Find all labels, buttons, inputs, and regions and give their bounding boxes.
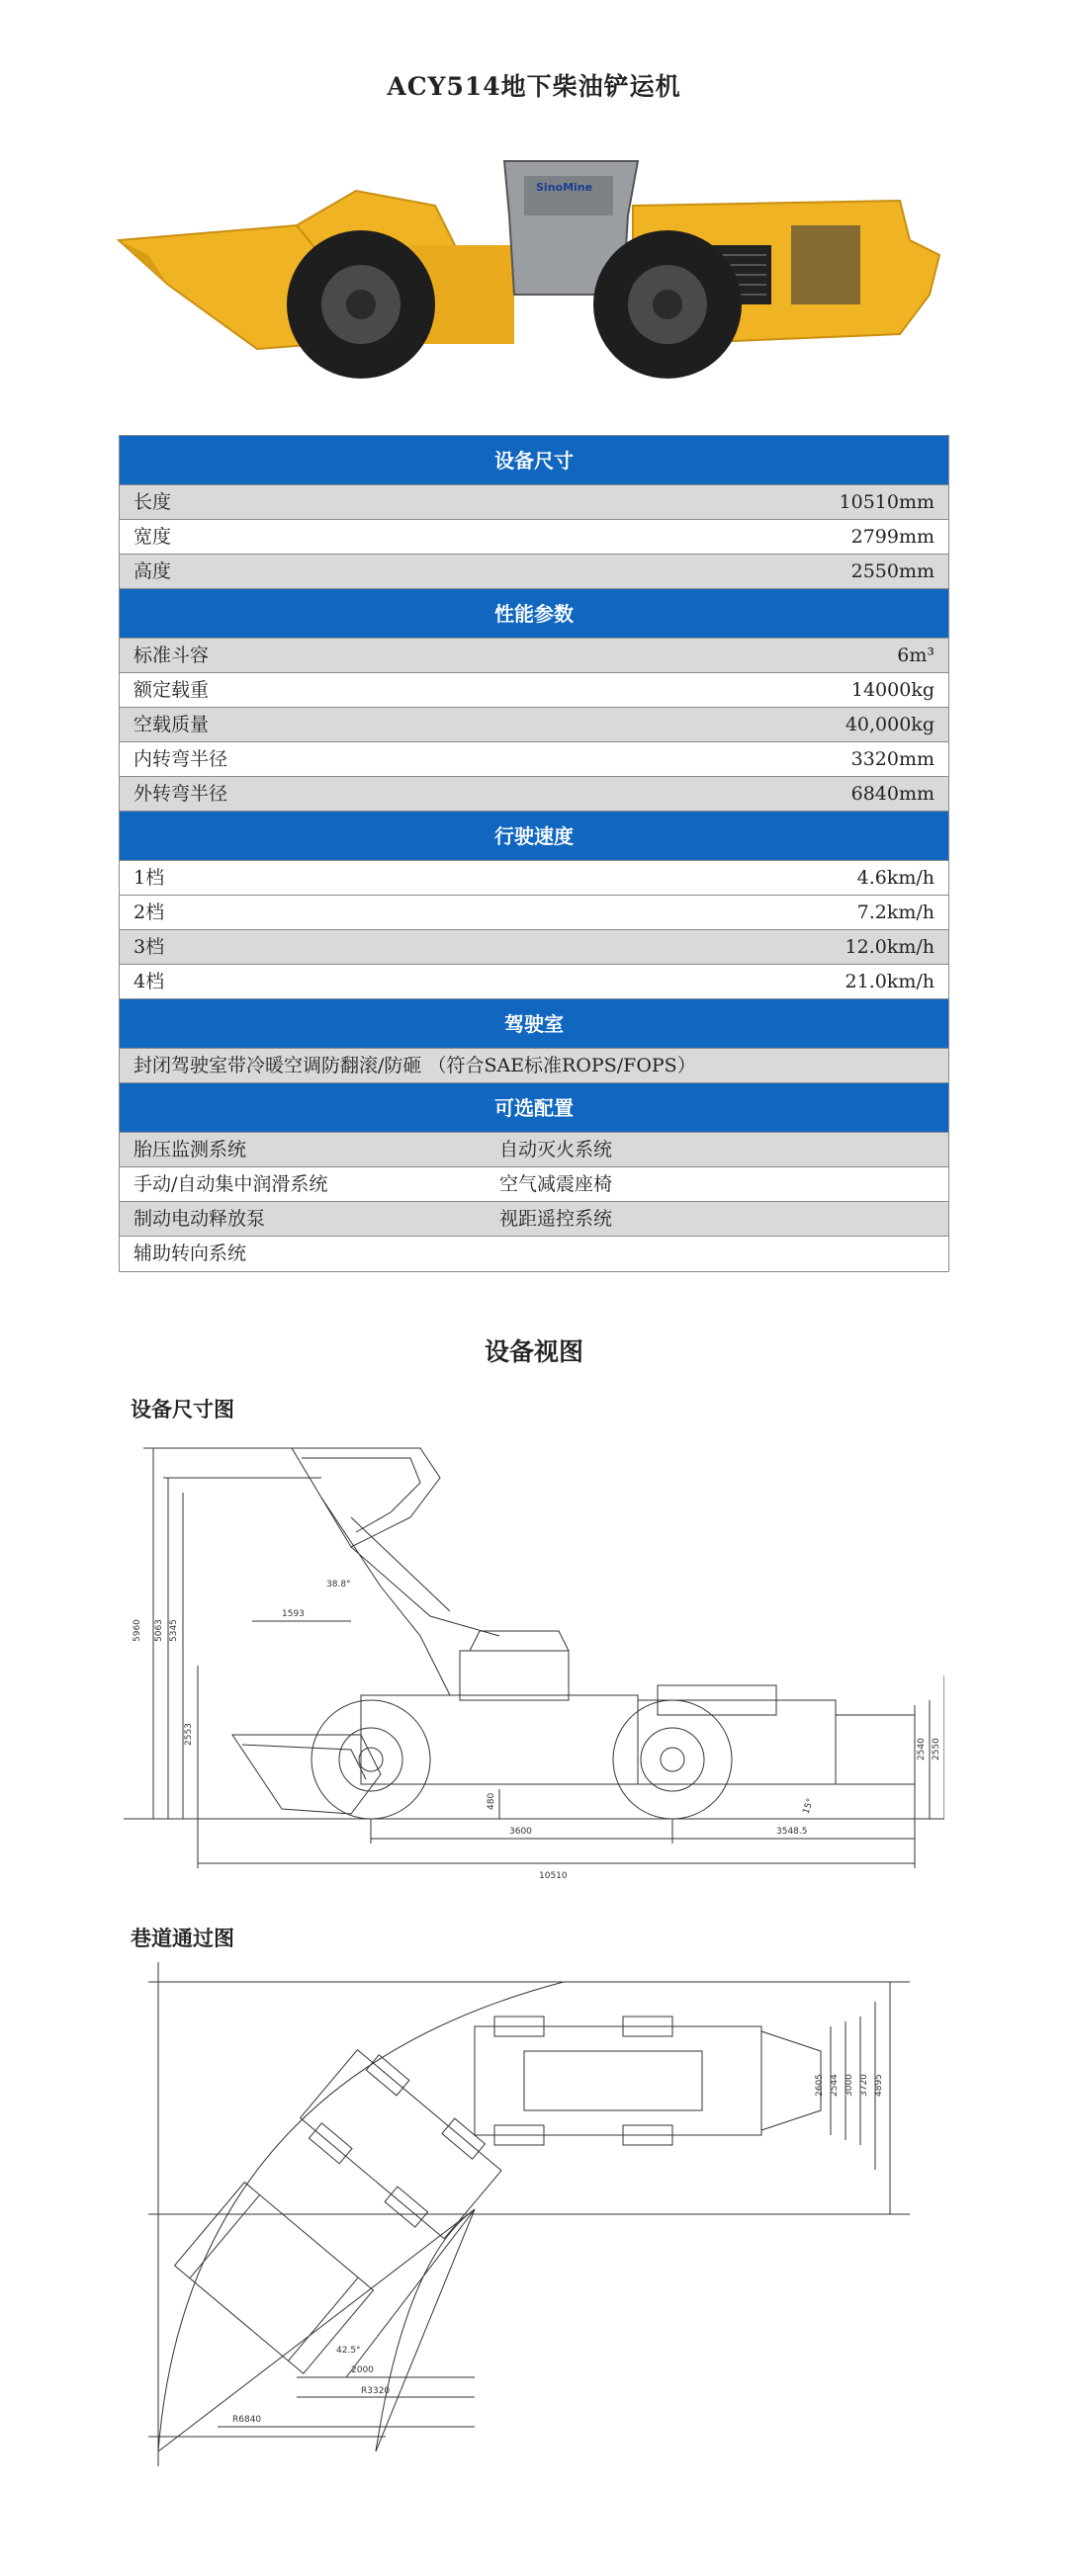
tunnel-w1: 2605: [815, 2074, 825, 2097]
section-header-options: 可选配置: [120, 1083, 948, 1133]
loader-photo: [109, 146, 959, 388]
front-wheel: [287, 230, 435, 379]
section-header-speed: 行驶速度: [120, 812, 948, 861]
spec-row: 1档 4.6km/h: [120, 861, 948, 896]
dim-rear: 3548.5: [776, 1827, 808, 1837]
dim-deg: 15°: [801, 1797, 817, 1816]
dim-wheelbase: 3600: [509, 1827, 532, 1837]
tunnel-angle: 42.5°: [336, 2346, 361, 2356]
tunnel-w5: 4895: [874, 2074, 884, 2097]
cab-description: 封闭驾驶室带冷暖空调防翻滚/防砸 （符合SAE标准ROPS/FOPS）: [120, 1049, 948, 1083]
spec-row: 2档 7.2km/h: [120, 896, 948, 930]
tunnel-r2: R6840: [232, 2415, 262, 2425]
spec-table: [119, 435, 949, 1272]
spec-row: 宽度 2799mm: [120, 520, 948, 555]
tunnel-drawing: [148, 1962, 910, 2466]
dim-reach: 1593: [282, 1609, 305, 1619]
spec-row: 空载质量 40,000kg: [120, 708, 948, 742]
page-title: ACY514地下柴油铲运机: [387, 72, 681, 101]
section-header-size: 设备尺寸: [120, 436, 948, 485]
tunnel-r1: R3320: [361, 2386, 391, 2396]
spec-row: 4档 21.0km/h: [120, 965, 948, 999]
dim-h3: 5345: [169, 1619, 179, 1642]
section-header-cab: 驾驶室: [120, 999, 948, 1049]
section-header-performance: 性能参数: [120, 589, 948, 639]
spec-row: 外转弯半径 6840mm: [120, 777, 948, 812]
spec-row: 额定载重 14000kg: [120, 673, 948, 708]
rear-wheel: [593, 230, 742, 379]
dim-angle: 38.8°: [326, 1580, 351, 1589]
dim-total: 10510: [539, 1871, 568, 1881]
spec-row: 内转弯半径 3320mm: [120, 742, 948, 777]
spec-row: 高度 2550mm: [120, 555, 948, 589]
spec-row: 3档 12.0km/h: [120, 930, 948, 965]
views-title: 设备视图: [484, 1337, 583, 1366]
dimension-drawing: [124, 1438, 944, 1888]
dimension-drawing-title: 设备尺寸图: [131, 1397, 234, 1421]
tunnel-inner: 2000: [351, 2365, 374, 2375]
option-row: 辅助转向系统: [120, 1237, 948, 1271]
spec-row: 标准斗容 6m³: [120, 639, 948, 673]
dim-rh1: 2550: [932, 1738, 941, 1760]
dim-h4: 2553: [184, 1723, 194, 1746]
dim-h1: 5960: [133, 1619, 142, 1642]
hero-brand: SinoMine: [536, 181, 593, 194]
dim-rh2: 2540: [917, 1738, 927, 1760]
spec-row: 长度 10510mm: [120, 485, 948, 520]
tunnel-w2: 2544: [830, 2074, 840, 2097]
tunnel-w4: 3720: [859, 2074, 869, 2097]
tunnel-drawing-title: 巷道通过图: [131, 1926, 234, 1950]
option-row: 手动/自动集中润滑系统 空气减震座椅: [120, 1167, 948, 1202]
tunnel-w3: 3000: [845, 2074, 854, 2097]
dim-ground: 480: [487, 1792, 496, 1810]
dim-h2: 5063: [154, 1619, 164, 1642]
option-row: 制动电动释放泵 视距遥控系统: [120, 1202, 948, 1237]
option-row: 胎压监测系统 自动灭火系统: [120, 1133, 948, 1167]
